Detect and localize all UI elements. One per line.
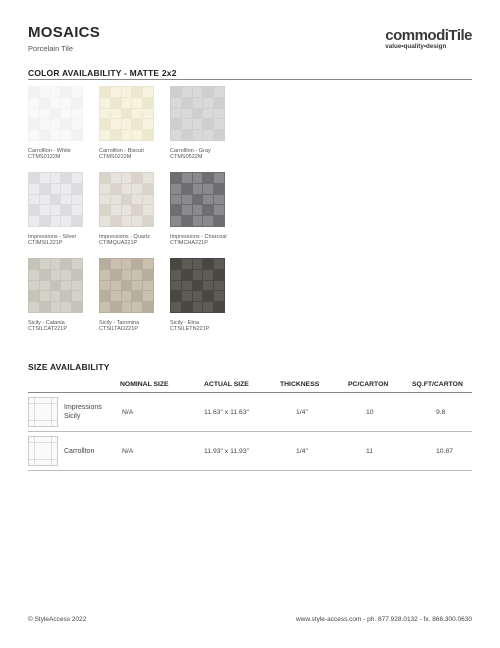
swatch-image bbox=[28, 258, 83, 313]
swatch-image bbox=[170, 172, 225, 227]
swatch-code: CTMS0122M bbox=[28, 154, 61, 160]
series-cell bbox=[28, 432, 120, 471]
series-cell bbox=[28, 393, 120, 432]
col-header-pc-carton: PC/CARTON bbox=[348, 376, 412, 393]
footer-contact: www.style-access.com - ph. 877.928.0132 - fx. 866.300.0630 bbox=[296, 616, 472, 623]
swatch-image bbox=[99, 258, 154, 313]
swatch-name: Carrollton - Gray bbox=[170, 148, 211, 154]
swatch-name: Sicily - Etna bbox=[170, 320, 200, 326]
swatch-code: CTIMSIL221P bbox=[28, 240, 63, 246]
swatch-name: Sicily - Taormina bbox=[99, 320, 140, 326]
logo-tagline: value•quality•design bbox=[385, 43, 447, 50]
swatch-name: Carrollton - Biscuit bbox=[99, 148, 144, 154]
col-header-actual-size: ACTUAL SIZE bbox=[204, 376, 280, 393]
col-header-image bbox=[28, 376, 120, 393]
swatch-image bbox=[170, 258, 225, 313]
table-header-row bbox=[28, 376, 472, 393]
swatch-image bbox=[99, 172, 154, 227]
col-header-thickness: THICKNESS bbox=[280, 376, 348, 393]
swatch-code: CTMS0222M bbox=[99, 154, 132, 160]
color-section-heading: COLOR AVAILABILITY - MATTE 2x2 bbox=[28, 68, 177, 78]
col-header-nominal-size: NOMINAL SIZE bbox=[120, 376, 204, 393]
actual-size-cell: 11.93" x 11.93" bbox=[204, 432, 280, 471]
swatch-image bbox=[99, 86, 154, 141]
footer-copyright: © StyleAccess 2022 bbox=[28, 616, 87, 623]
swatch-code: CTIMQUA221P bbox=[99, 240, 138, 246]
swatch-code: CTMS0522M bbox=[170, 154, 203, 160]
swatch-name: Impressions - Quartz bbox=[99, 234, 151, 240]
sqft-carton-cell: 10.87 bbox=[412, 432, 472, 471]
table-row bbox=[28, 393, 472, 432]
swatch-code: CTIMCHA221P bbox=[170, 240, 208, 246]
page-title: MOSAICS bbox=[28, 24, 101, 41]
pc-carton-cell: 11 bbox=[348, 432, 412, 471]
table-row bbox=[28, 432, 472, 471]
nominal-size-cell: N/A bbox=[120, 393, 204, 432]
swatch-code: CTSILETN221P bbox=[170, 326, 210, 332]
size-table bbox=[28, 376, 472, 471]
thickness-cell: 1/4" bbox=[280, 432, 348, 471]
series-name: Impressions Sicily bbox=[64, 404, 102, 420]
swatch-name: Impressions - Silver bbox=[28, 234, 77, 240]
actual-size-cell: 11.63" x 11.63" bbox=[204, 393, 280, 432]
tile-thumbnail bbox=[28, 436, 58, 466]
swatch-image bbox=[28, 86, 83, 141]
section-divider bbox=[28, 79, 472, 80]
pc-carton-cell: 10 bbox=[348, 393, 412, 432]
size-section-heading: SIZE AVAILABILITY bbox=[28, 362, 110, 372]
tile-thumbnail bbox=[28, 397, 58, 427]
swatch-name: Impressions - Charcoal bbox=[170, 234, 227, 240]
swatch-image bbox=[170, 86, 225, 141]
thickness-cell: 1/4" bbox=[280, 393, 348, 432]
series-name: Carrollton bbox=[64, 447, 95, 455]
brand-logo bbox=[385, 28, 472, 50]
swatch-code: CTSILTAO221P bbox=[99, 326, 138, 332]
logo-wordmark: commodiTile bbox=[385, 27, 472, 44]
swatch-name: Sicily - Catania bbox=[28, 320, 65, 326]
swatch-code: CTSILCAT221P bbox=[28, 326, 68, 332]
page-subtitle: Porcelain Tile bbox=[28, 44, 74, 53]
col-header-sqft-carton: SQ.FT/CARTON bbox=[412, 376, 472, 393]
sqft-carton-cell: 9.8 bbox=[412, 393, 472, 432]
swatch-name: Carrollton - White bbox=[28, 148, 71, 154]
nominal-size-cell: N/A bbox=[120, 432, 204, 471]
swatch-image bbox=[28, 172, 83, 227]
